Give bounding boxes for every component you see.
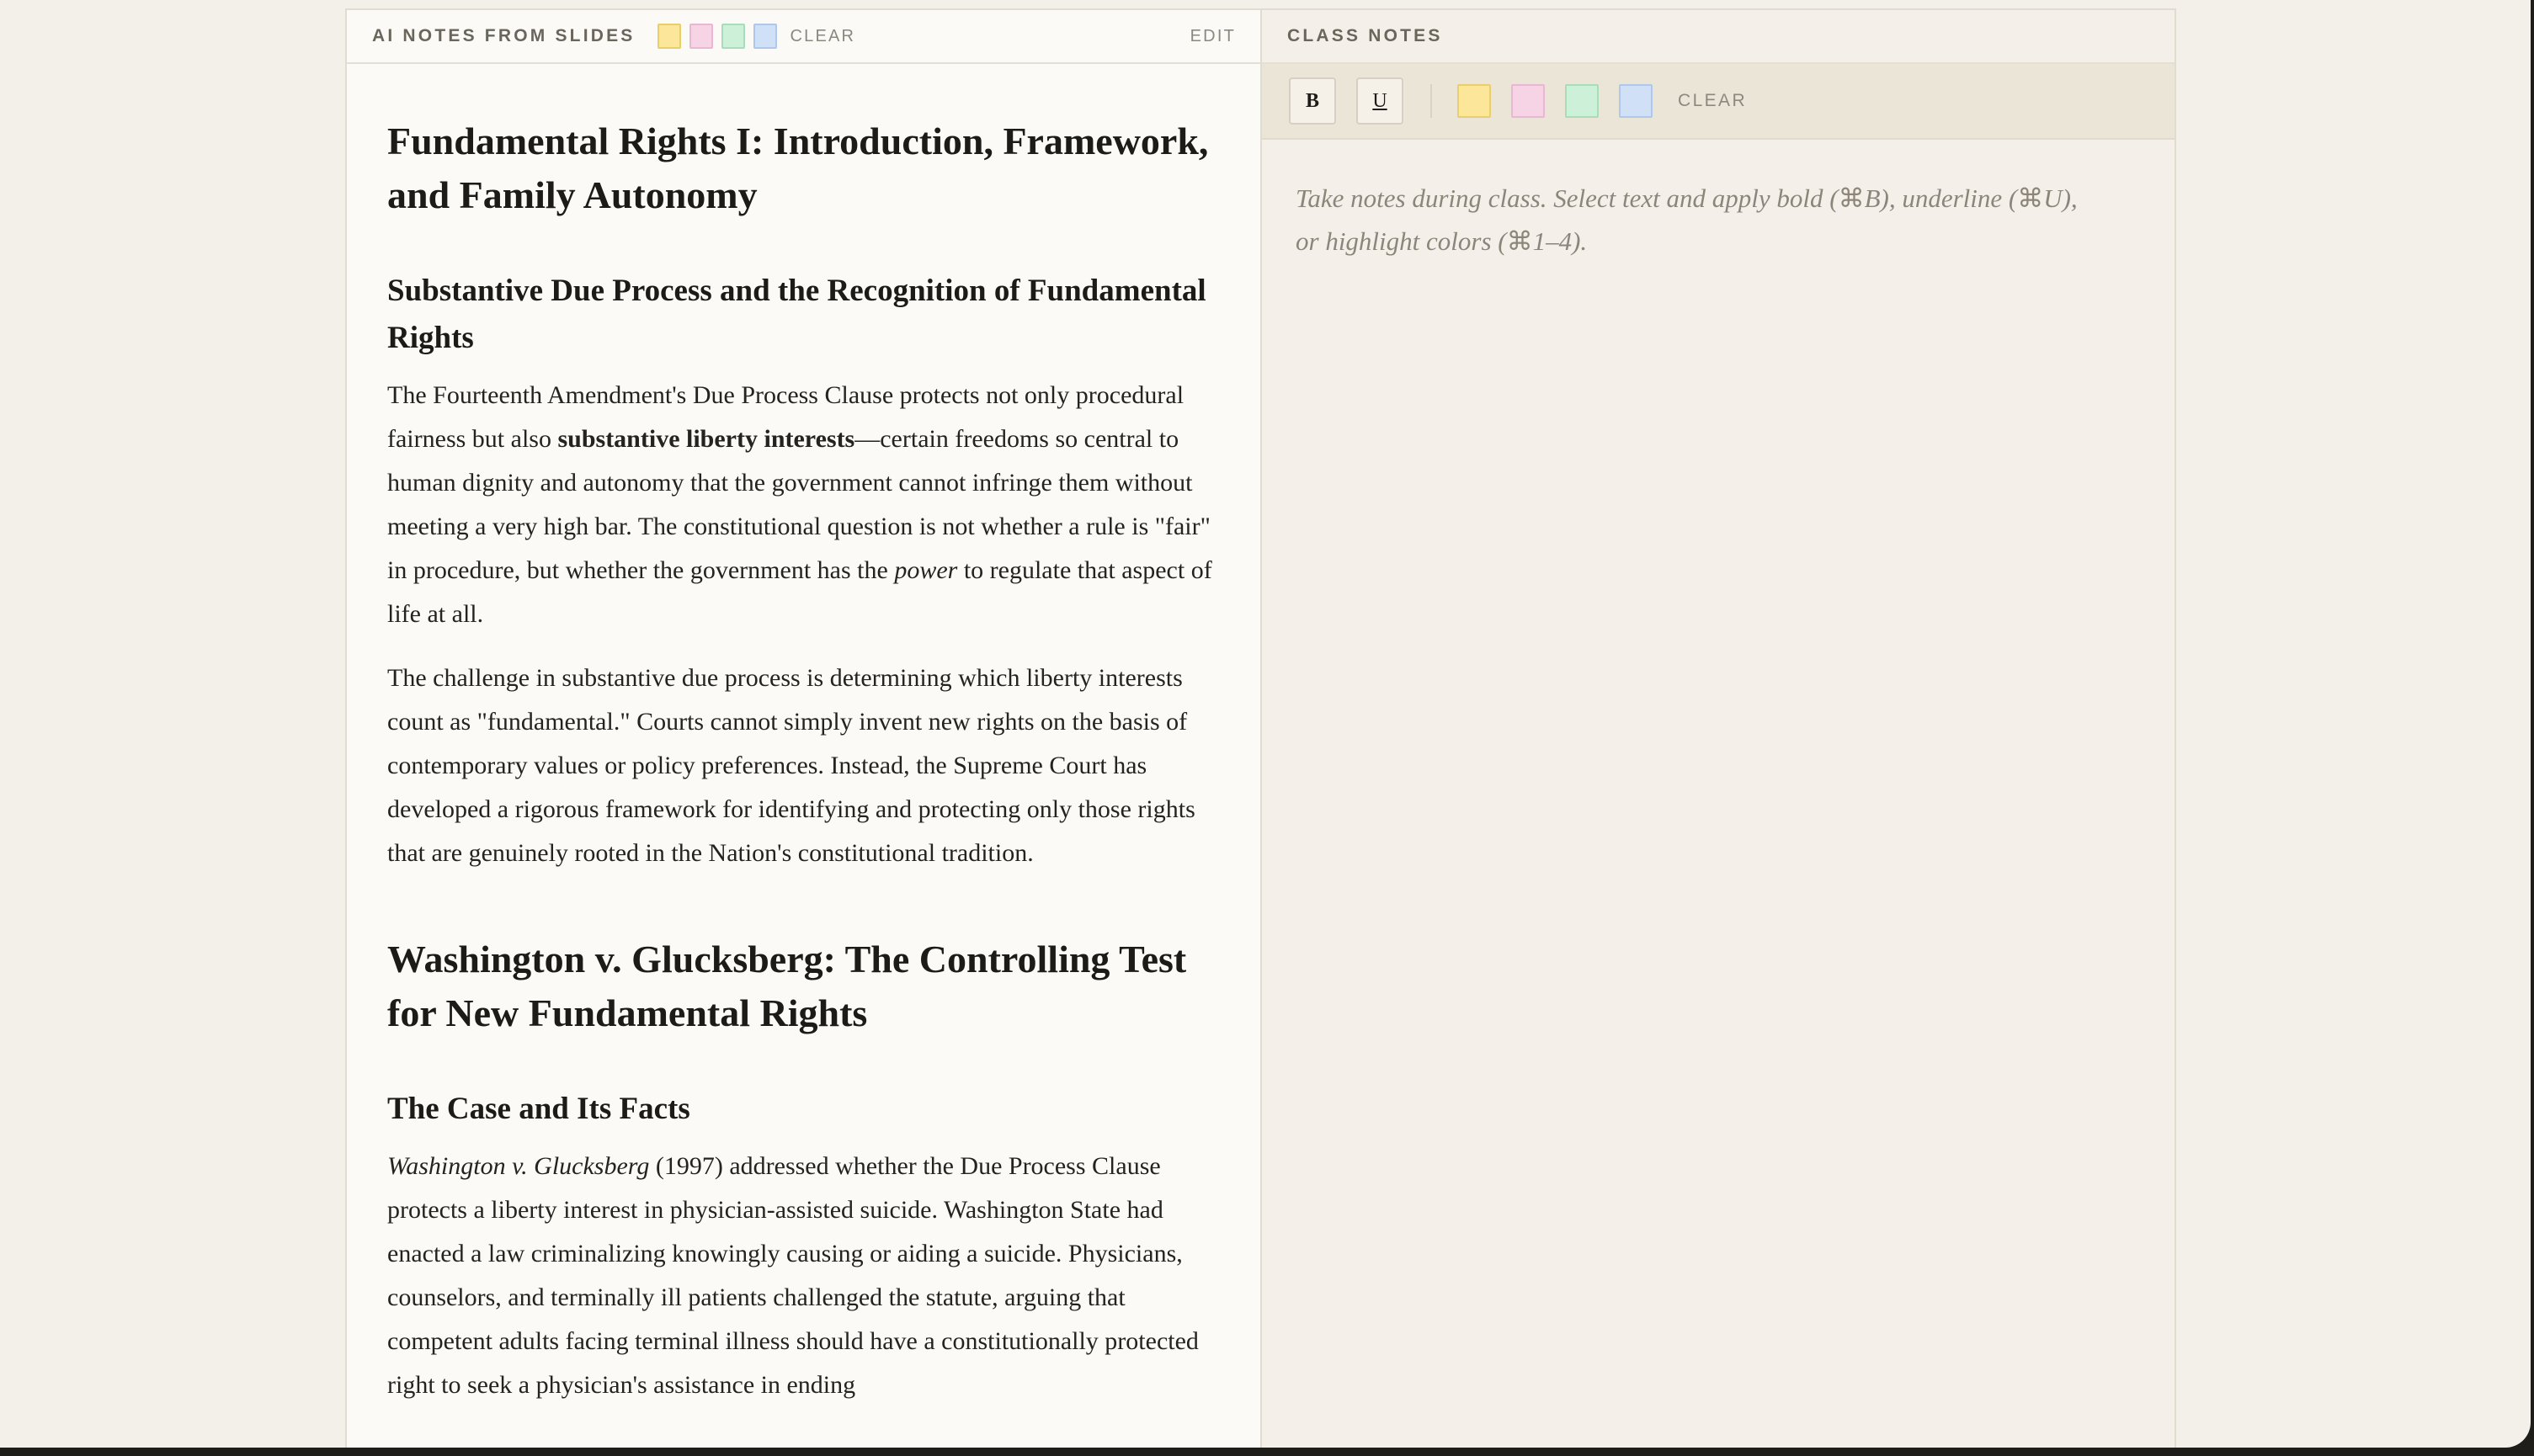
highlight-green-button[interactable] bbox=[1565, 84, 1599, 118]
formatting-toolbar bbox=[1262, 64, 2175, 140]
document-subheading-2: The Case and Its Facts bbox=[387, 1092, 690, 1126]
document-heading-1: Fundamental Rights I: Introduction, Framework, and Family Autonomy bbox=[387, 120, 1209, 216]
document-subheading-1: Substantive Due Process and the Recognition of Fundamental Rights bbox=[387, 274, 1206, 355]
class-notes-title: CLASS NOTES bbox=[1287, 26, 1443, 45]
highlight-pink-swatch[interactable] bbox=[689, 24, 713, 49]
ai-notes-title: AI NOTES FROM SLIDES bbox=[372, 26, 636, 45]
document-paragraph-1: The Fourteenth Amendment's Due Process Clause protects not only procedural fairness but also substantive liberty interests—certain freedoms so central to human dignity and autonomy that the government cannot infringe them without meeting a very high bar. The constitutional question is not whether a rule is "fair" in procedure, but whether the government has the power to regulate that aspect of life at all. bbox=[387, 381, 1212, 628]
class-notes-panel bbox=[1260, 8, 2176, 1448]
highlight-blue-swatch[interactable] bbox=[753, 24, 777, 49]
toolbar-divider bbox=[1430, 84, 1432, 118]
document-paragraph-2: The challenge in substantive due process is determining which liberty interests count as "fundamental." Courts cannot simply invent new rights on the basis of contemporary values or policy preferences. Instead, the Supreme Court has developed a rigorous framework for identifying and protecting only those rights that are genuinely rooted in the Nation's constitutional tradition. bbox=[387, 664, 1195, 867]
highlight-blue-button[interactable] bbox=[1619, 84, 1653, 118]
ai-notes-edit-button[interactable]: EDIT bbox=[1190, 26, 1236, 45]
ai-notes-panel bbox=[345, 8, 1263, 1448]
document-heading-2: Washington v. Glucksberg: The Controlling Test for New Fundamental Rights bbox=[387, 938, 1187, 1034]
document-paragraph-3: Washington v. Glucksberg (1997) addressed whether the Due Process Clause protects a liberty interest in physician-assisted suicide. Washington State had enacted a law criminalizing knowingly causing or aiding a suicide. Physicians, counselors, and terminally ill patients challenged the statute, arguing that competent adults facing terminal illness should have a constitutionally protected right to seek a physician's assistance in ending bbox=[387, 1152, 1199, 1399]
underline-button[interactable]: U bbox=[1356, 77, 1403, 125]
highlight-pink-button[interactable] bbox=[1511, 84, 1545, 118]
ai-notes-document bbox=[347, 64, 1261, 1407]
class-notes-clear-button[interactable]: CLEAR bbox=[1678, 91, 1748, 110]
class-notes-editor[interactable]: Take notes during class. Select text and apply bold (⌘B), underline (⌘U), or highlight colors (⌘1–4). bbox=[1296, 183, 2078, 256]
ai-notes-header bbox=[347, 10, 1261, 64]
highlight-green-swatch[interactable] bbox=[721, 24, 745, 49]
highlight-yellow-button[interactable] bbox=[1457, 84, 1491, 118]
highlight-yellow-swatch[interactable] bbox=[657, 24, 681, 49]
bold-button[interactable]: B bbox=[1289, 77, 1336, 125]
class-notes-header bbox=[1262, 10, 2175, 64]
ai-notes-clear-button[interactable]: CLEAR bbox=[790, 26, 856, 45]
